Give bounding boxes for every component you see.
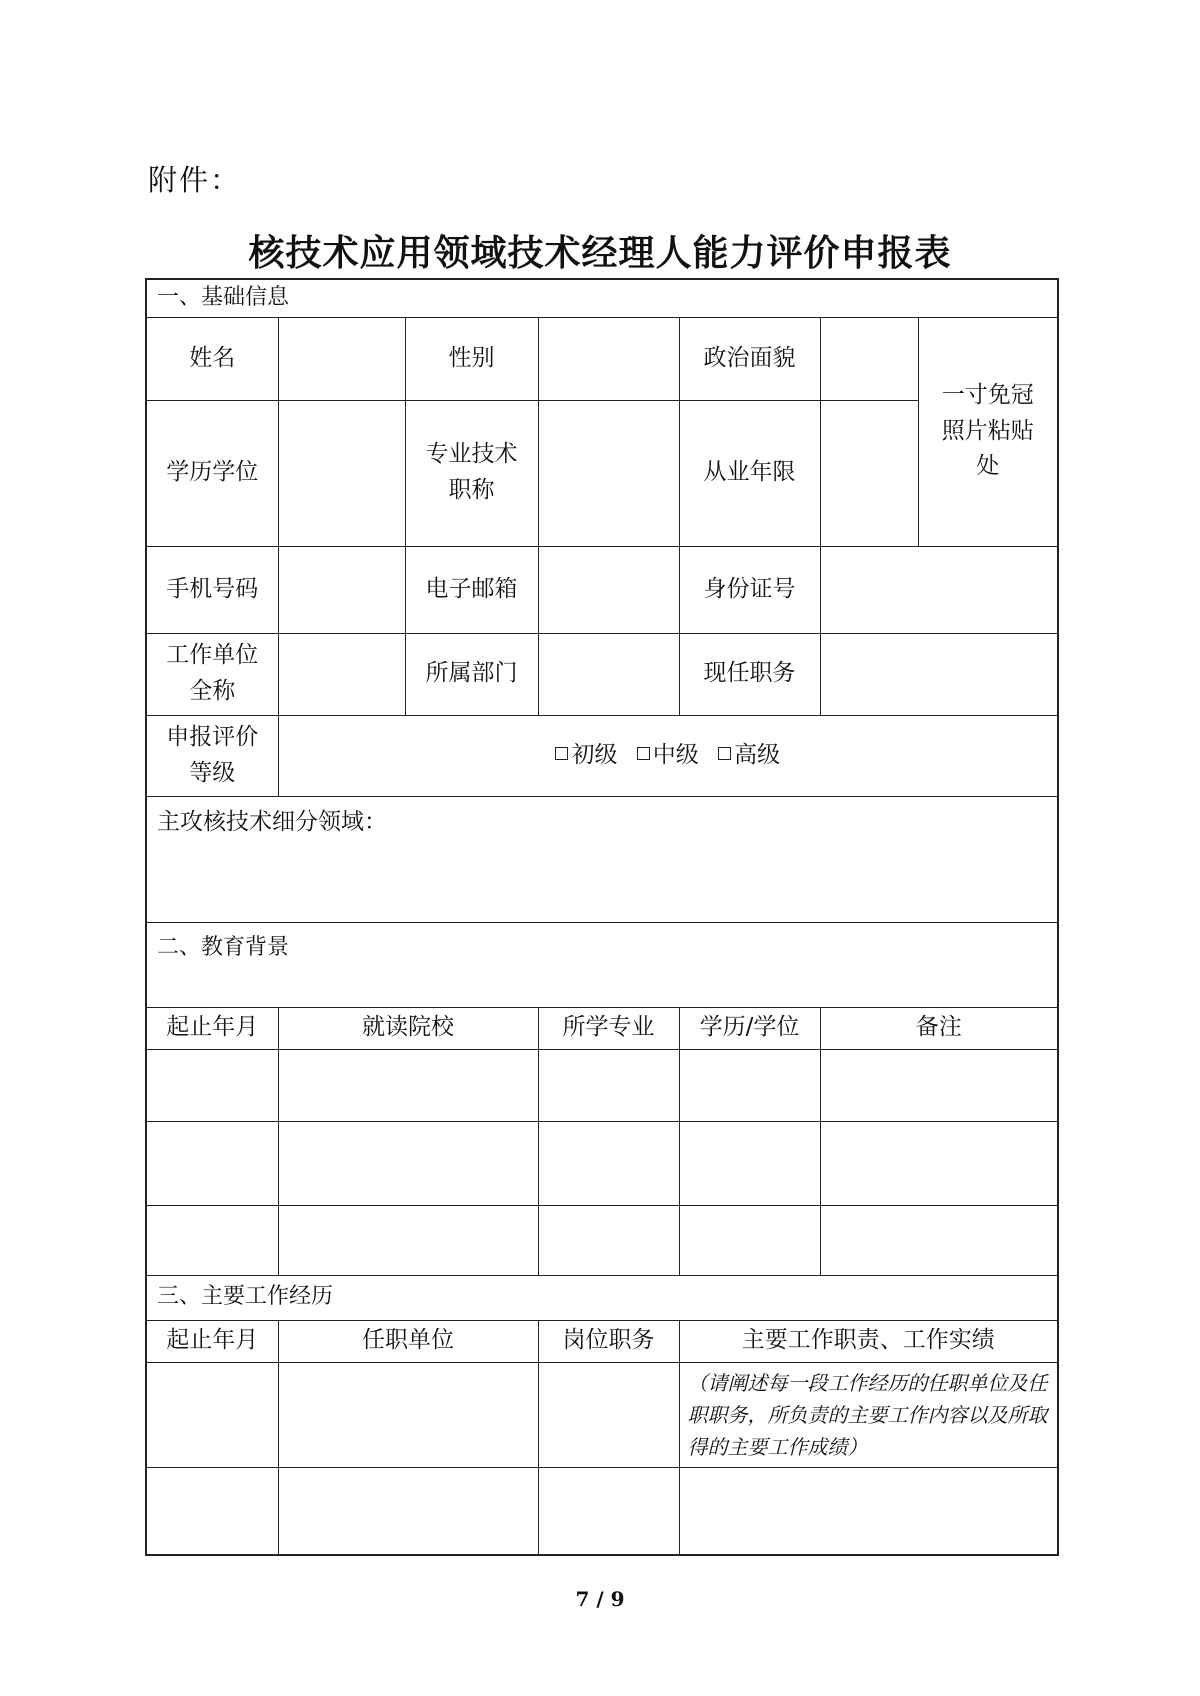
label-specialty-area: 主攻核技术细分领域：	[157, 808, 387, 835]
edu-cell[interactable]	[679, 1205, 820, 1275]
field-email[interactable]	[538, 546, 679, 633]
work-cell[interactable]	[146, 1467, 278, 1555]
field-specialty-area[interactable]	[146, 796, 1058, 922]
work-cell[interactable]	[278, 1362, 538, 1467]
field-phone[interactable]	[278, 546, 405, 633]
work-header-position: 岗位职务	[538, 1320, 679, 1362]
field-dept[interactable]	[538, 633, 679, 715]
edu-cell[interactable]	[146, 1205, 278, 1275]
work-header-period: 起止年月	[146, 1320, 278, 1362]
table-row	[146, 1121, 1058, 1205]
field-degree[interactable]	[278, 400, 405, 546]
level-option-junior[interactable]	[555, 738, 617, 774]
level-option-middle[interactable]	[637, 738, 699, 774]
field-name[interactable]	[278, 317, 405, 400]
label-name: 姓名	[146, 317, 278, 400]
edu-header-school: 就读院校	[278, 1007, 538, 1049]
work-cell[interactable]	[278, 1467, 538, 1555]
label-position: 现任职务	[679, 633, 820, 715]
table-row	[146, 1049, 1058, 1121]
field-employer[interactable]	[278, 633, 405, 715]
edu-cell[interactable]	[278, 1049, 538, 1121]
edu-cell[interactable]	[538, 1121, 679, 1205]
photo-placeholder[interactable]: 一寸免冠照片粘贴处	[918, 317, 1058, 546]
field-political[interactable]	[820, 317, 918, 400]
field-id-no[interactable]	[820, 546, 1058, 633]
work-header-duties: 主要工作职责、工作实绩	[679, 1320, 1058, 1362]
section-education-heading: 二、教育背景	[146, 922, 1058, 1007]
edu-cell[interactable]	[538, 1205, 679, 1275]
work-duties-hint[interactable]: （请阐述每一段工作经历的任职单位及任职职务，所负责的主要工作内容以及所取得的主要工作成绩）	[679, 1362, 1058, 1467]
field-gender[interactable]	[538, 317, 679, 400]
application-form	[145, 278, 1059, 1556]
label-title: 专业技术职称	[405, 400, 538, 546]
field-years[interactable]	[820, 400, 918, 546]
work-cell[interactable]	[538, 1362, 679, 1467]
label-phone: 手机号码	[146, 546, 278, 633]
work-cell[interactable]	[679, 1467, 1058, 1555]
table-row	[146, 1362, 1058, 1467]
edu-cell[interactable]	[278, 1205, 538, 1275]
edu-cell[interactable]	[820, 1205, 1058, 1275]
label-email: 电子邮箱	[405, 546, 538, 633]
checkbox-icon[interactable]	[555, 747, 568, 760]
work-header-employer: 任职单位	[278, 1320, 538, 1362]
level-option-label: 初级	[571, 741, 618, 768]
edu-cell[interactable]	[820, 1049, 1058, 1121]
checkbox-icon[interactable]	[637, 747, 650, 760]
attachment-label: 附件：	[148, 163, 242, 197]
label-gender: 性别	[405, 317, 538, 400]
field-title[interactable]	[538, 400, 679, 546]
edu-header-degree: 学历/学位	[679, 1007, 820, 1049]
section-basic-heading: 一、基础信息	[146, 279, 1058, 317]
edu-cell[interactable]	[278, 1121, 538, 1205]
section-work-heading: 三、主要工作经历	[146, 1275, 1058, 1320]
table-row	[146, 1467, 1058, 1555]
edu-cell[interactable]	[679, 1049, 820, 1121]
edu-cell[interactable]	[820, 1121, 1058, 1205]
label-employer: 工作单位全称	[146, 633, 278, 715]
edu-header-remarks: 备注	[820, 1007, 1058, 1049]
edu-header-major: 所学专业	[538, 1007, 679, 1049]
label-political: 政治面貌	[679, 317, 820, 400]
form-title: 核技术应用领域技术经理人能力评价申报表	[248, 232, 952, 274]
level-options	[278, 715, 1058, 796]
work-cell[interactable]	[146, 1362, 278, 1467]
level-option-senior[interactable]	[718, 738, 780, 774]
edu-cell[interactable]	[146, 1121, 278, 1205]
edu-cell[interactable]	[679, 1121, 820, 1205]
label-dept: 所属部门	[405, 633, 538, 715]
field-position[interactable]	[820, 633, 1058, 715]
checkbox-icon[interactable]	[718, 747, 731, 760]
label-degree: 学历学位	[146, 400, 278, 546]
edu-cell[interactable]	[538, 1049, 679, 1121]
level-option-label: 中级	[652, 741, 699, 768]
edu-cell[interactable]	[146, 1049, 278, 1121]
label-level: 申报评价等级	[146, 715, 278, 796]
edu-header-period: 起止年月	[146, 1007, 278, 1049]
table-row	[146, 1205, 1058, 1275]
label-id-no: 身份证号	[679, 546, 820, 633]
work-cell[interactable]	[538, 1467, 679, 1555]
label-years: 从业年限	[679, 400, 820, 546]
level-option-label: 高级	[734, 741, 781, 768]
page-number: 7 / 9	[575, 1587, 625, 1611]
